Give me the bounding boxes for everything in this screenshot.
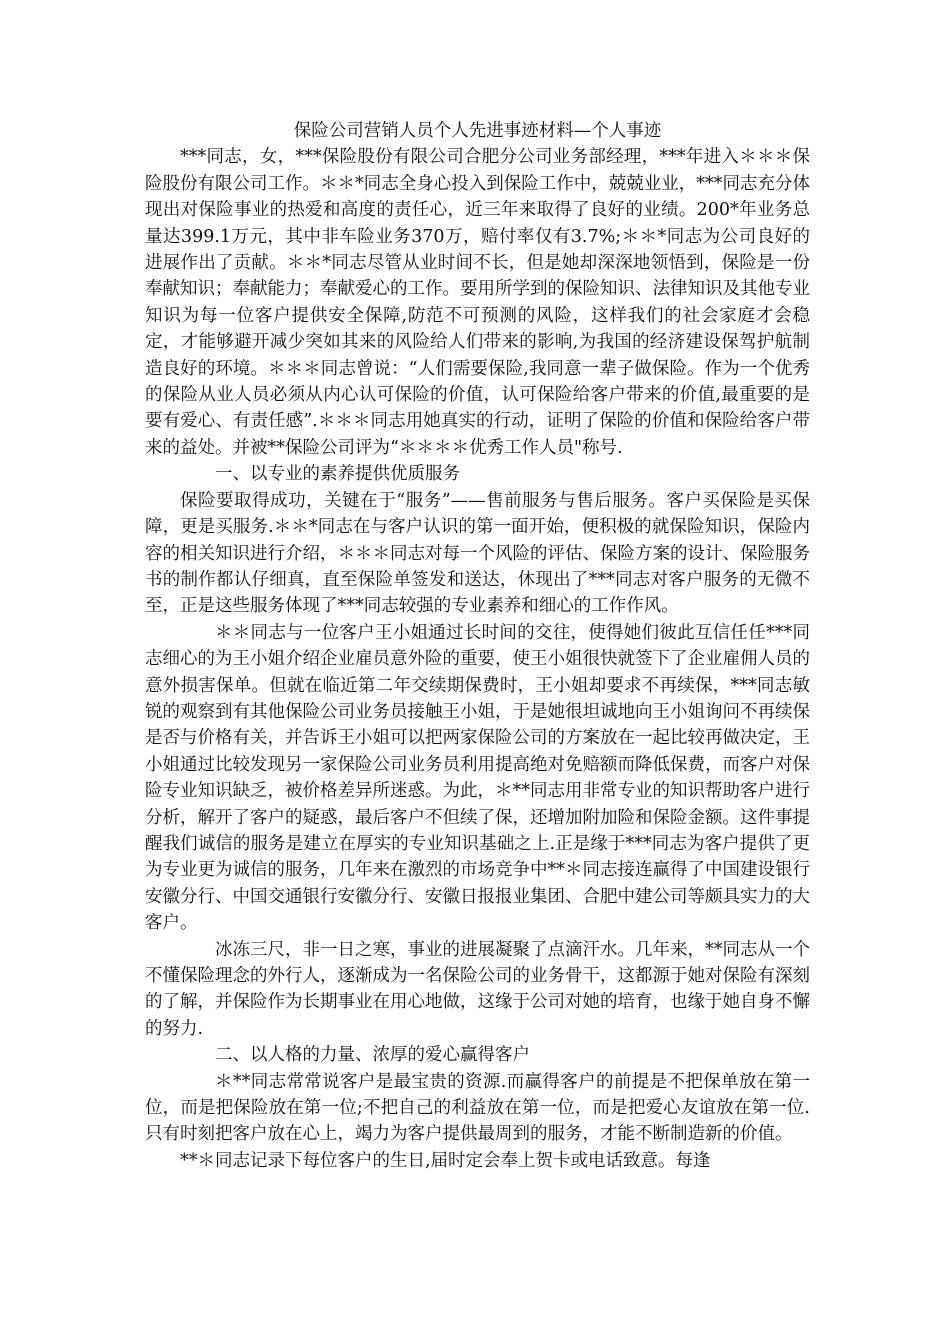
paragraph-growth: 冰冻三尺，非一日之寒，事业的进展凝聚了点滴汗水。几年来，**同志从一个不懂保险理念的外行人，逐渐成为一名保险公司的业务骨干，这都源于她对保险有深刻的了解，并保险作为长期事业在用心地做，这缘于公司对她的培育，也缘于她自身不懈的努力. [145, 939, 810, 1039]
section-heading-1: 一、以专业的素养提供优质服务 [215, 464, 460, 485]
paragraph-client-case: ＊＊同志与一位客户王小姐通过长时间的交往，使得她们彼此互信任任***同志细心的为王小姐介绍企业雇员意外险的重要，使王小姐很快就签下了企业雇佣人员的意外损害保单。但就在临近第二年交续期保费时，王小姐却要求不再续保，***同志敏锐的观察到有其他保险公司业务员接触王小姐，于是她很坦诚地向王小姐询问不再续保是否与价格有关，并告诉王小姐可以把两家保险公司的方案放在一起比较再做决定，王小姐通过比较发现另一家保险公司业务员利用提高绝对免赔额而降低保费，而客户对保险专业知识缺乏，被价格差异所迷惑。为此，＊**同志用非常专业的知识帮助客户进行分析，解开了客户的疑惑，最后客户不但续了保，还增加附加险和保险金额。这件事提醒我们诚信的服务是建立在厚实的专业知识基础之上.正是缘于***同志为客户提供了更为专业更为诚信的服务，几年来在激烈的市场竞争中**＊同志接连赢得了中国建设银行安徽分行、中国交通银行安徽分行、安徽日报报业集团、合肥中建公司等颇具实力的大客户。 [145, 622, 810, 934]
section-heading-2: 二、以人格的力量、浓厚的爱心赢得客户 [215, 1045, 530, 1066]
paragraph-service: 保险要取得成功，关键在于“服务”——售前服务与售后服务。客户买保险是买保障，更是买服务.＊＊*同志在与客户认识的第一面开始，便积极的就保险知识，保险内容的相关知识进行介绍，＊＊＊同志对每一个风险的评估、保险方案的设计、保险服务书的制作都认仔细真，直至保险单签发和送达，休现出了***同志对客户服务的无微不至，正是这些服务体现了***同志较强的专业素养和细心的工作作风。 [145, 490, 810, 617]
paragraph-intro: ***同志，女，***保险股份有限公司合肥分公司业务部经理，***年进入＊＊＊保险股份有限公司工作。＊＊*同志全身心投入到保险工作中，兢兢业业，***同志充分体现出对保险事业的热爱和高度的责任心，近三年来取得了良好的业绩。200*年业务总量达399.1万元，其中非车险业务370万，赔付率仅有3.7%;＊＊*同志为公司良好的进展作出了贡献。＊＊*同志尽管从业时间不长，但是她却深深地领悟到，保险是一份奉献知识；奉献能力；奉献爱心的工作。要用所学到的保险知识、法律知识及其他专业知识为每一位客户提供安全保障,防范不可预测的风险，这样我们的社会家庭才会稳定，才能够避开减少突如其来的风险给人们带来的影响,为我国的经济建设保驾护航制造良好的环境。＊＊＊同志曾说：“人们需要保险,我同意一辈子做保险。作为一个优秀的保险从业人员必须从内心认可保险的价值，认可保险给客户带来的价值,最重要的是要有爱心、有责任感”.＊＊＊同志用她真实的行动，证明了保险的价值和保险给客户带来的益处。并被**保险公司评为“＊＊＊＊优秀工作人员"称号. [145, 147, 810, 458]
paragraph-customers: ＊**同志常常说客户是最宝贵的资源.而赢得客户的前提是不把保单放在第一位，而是把保险放在第一位;不把自己的利益放在第一位，而是把爱心友谊放在第一位.只有时刻把客户放在心上，竭力为客户提供最周到的服务，才能不断制造新的价值。 [145, 1071, 810, 1145]
document-title: 保险公司营销人员个人先进事迹材料—个人事迹 [293, 121, 662, 141]
document-page [145, 118, 810, 1174]
paragraph-birthdays: **＊同志记录下每位客户的生日,届时定会奉上贺卡或电话致意。每逢 [180, 1150, 711, 1171]
